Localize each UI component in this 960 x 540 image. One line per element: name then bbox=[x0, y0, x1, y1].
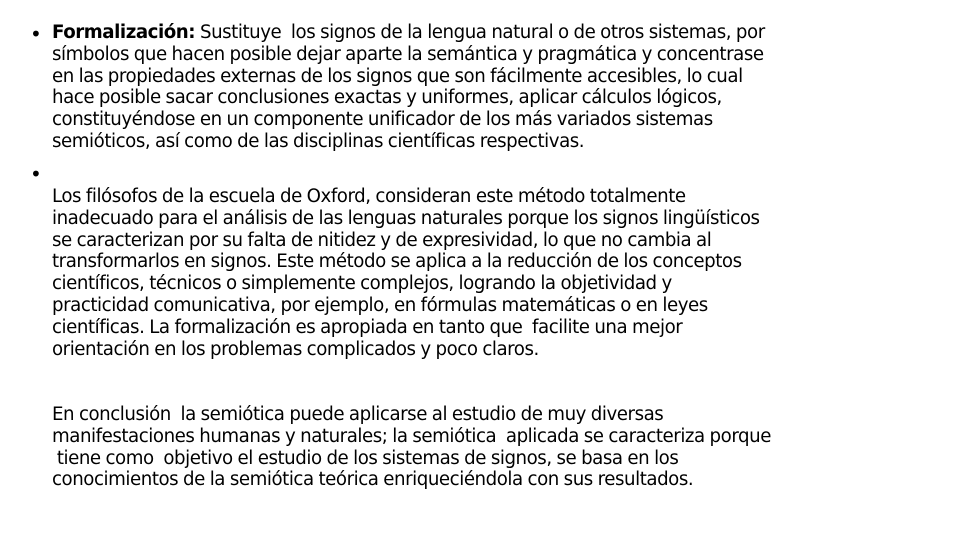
text-line: En conclusión la semiótica puede aplicarse al estudio de muy diversas bbox=[52, 404, 664, 425]
formalization-paragraph bbox=[52, 22, 932, 153]
bullet-point: • bbox=[30, 162, 42, 186]
text-line: científicos, técnicos o simplemente complejos, logrando la objetividad y bbox=[52, 273, 672, 295]
text-line: Los filósofos de la escuela de Oxford, consideran este método totalmente bbox=[52, 186, 686, 207]
conclusion-paragraph bbox=[52, 404, 932, 491]
formalization-term: Formalización: bbox=[52, 22, 196, 43]
oxford-paragraph bbox=[52, 186, 932, 360]
text-line: en las propiedades externas de los signos que son fácilmente accesibles, lo cual bbox=[52, 65, 743, 87]
text-line-content: Sustituye los signos de la lengua natural o de otros sistemas, por bbox=[195, 22, 765, 43]
text-line bbox=[52, 22, 932, 44]
text-line: hace posible sacar conclusiones exactas y uniformes, aplicar cálculos lógicos, bbox=[52, 87, 722, 109]
text-line: tiene como objetivo el estudio de los sistemas de signos, se basa en los bbox=[52, 447, 679, 469]
text-line: se caracterizan por su falta de nitidez y de expresividad, lo que no cambia al bbox=[52, 229, 712, 251]
text-line: orientación en los problemas complicados y poco claros. bbox=[52, 338, 539, 360]
bullet-point: • bbox=[30, 22, 42, 46]
text-line: símbolos que hacen posible dejar aparte la semántica y pragmática y concentrase bbox=[52, 43, 764, 65]
text-line: constituyéndose en un componente unificador de los más variados sistemas bbox=[52, 109, 713, 131]
text-line: manifestaciones humanas y naturales; la semiótica aplicada se caracteriza porque bbox=[52, 425, 771, 447]
text-line: semióticos, así como de las disciplinas científicas respectivas. bbox=[52, 130, 585, 152]
text-line: conocimientos de la semiótica teórica enriqueciéndola con sus resultados. bbox=[52, 469, 694, 491]
text-line: practicidad comunicativa, por ejemplo, en fórmulas matemáticas o en leyes bbox=[52, 294, 708, 316]
text-line: inadecuado para el análisis de las lenguas naturales porque los signos lingüísticos bbox=[52, 207, 760, 229]
text-line: científicas. La formalización es apropiada en tanto que facilite una mejor bbox=[52, 316, 683, 338]
text-line: transformarlos en signos. Este método se aplica a la reducción de los conceptos bbox=[52, 251, 742, 273]
